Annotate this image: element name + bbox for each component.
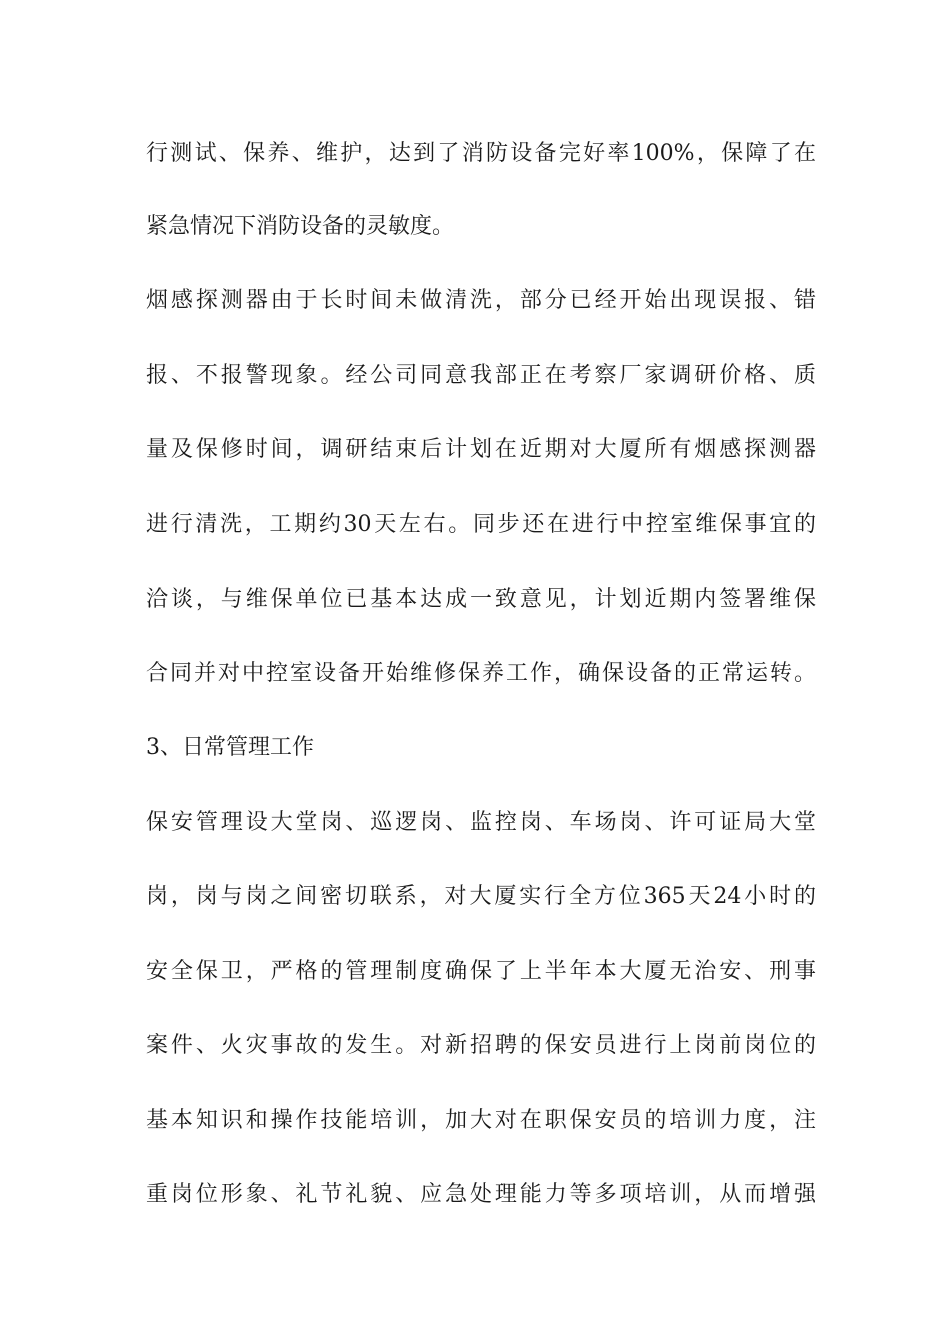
paragraph-line: 行测试、保养、维护，达到了消防设备完好率100%，保障了在 [146, 141, 816, 166]
paragraph-line: 重岗位形象、礼节礼貌、应急处理能力等多项培训，从而增强 [146, 1182, 816, 1207]
paragraph-line: 烟感探测器由于长时间未做清洗，部分已经开始出现误报、错 [146, 288, 816, 313]
paragraph-line: 洽谈，与维保单位已基本达成一致意见，计划近期内签署维保 [146, 587, 816, 612]
paragraph-line: 案件、火灾事故的发生。对新招聘的保安员进行上岗前岗位的 [146, 1033, 816, 1058]
paragraph-line: 基本知识和操作技能培训，加大对在职保安员的培训力度，注 [146, 1108, 816, 1133]
paragraph-line: 安全保卫，严格的管理制度确保了上半年本大厦无治安、刑事 [146, 959, 816, 984]
paragraph-line: 合同并对中控室设备开始维修保养工作，确保设备的正常运转。 [146, 661, 816, 686]
section-heading: 3、日常管理工作 [146, 735, 314, 760]
paragraph-line: 保安管理设大堂岗、巡逻岗、监控岗、车场岗、许可证局大堂 [146, 810, 816, 835]
paragraph-line: 进行清洗，工期约30天左右。同步还在进行中控室维保事宜的 [146, 512, 816, 537]
paragraph-line: 量及保修时间，调研结束后计划在近期对大厦所有烟感探测器 [146, 437, 816, 462]
paragraph-line: 报、不报警现象。经公司同意我部正在考察厂家调研价格、质 [146, 363, 816, 388]
paragraph-line: 岗，岗与岗之间密切联系，对大厦实行全方位365天24小时的 [146, 884, 816, 909]
paragraph-line: 紧急情况下消防设备的灵敏度。 [146, 214, 455, 239]
